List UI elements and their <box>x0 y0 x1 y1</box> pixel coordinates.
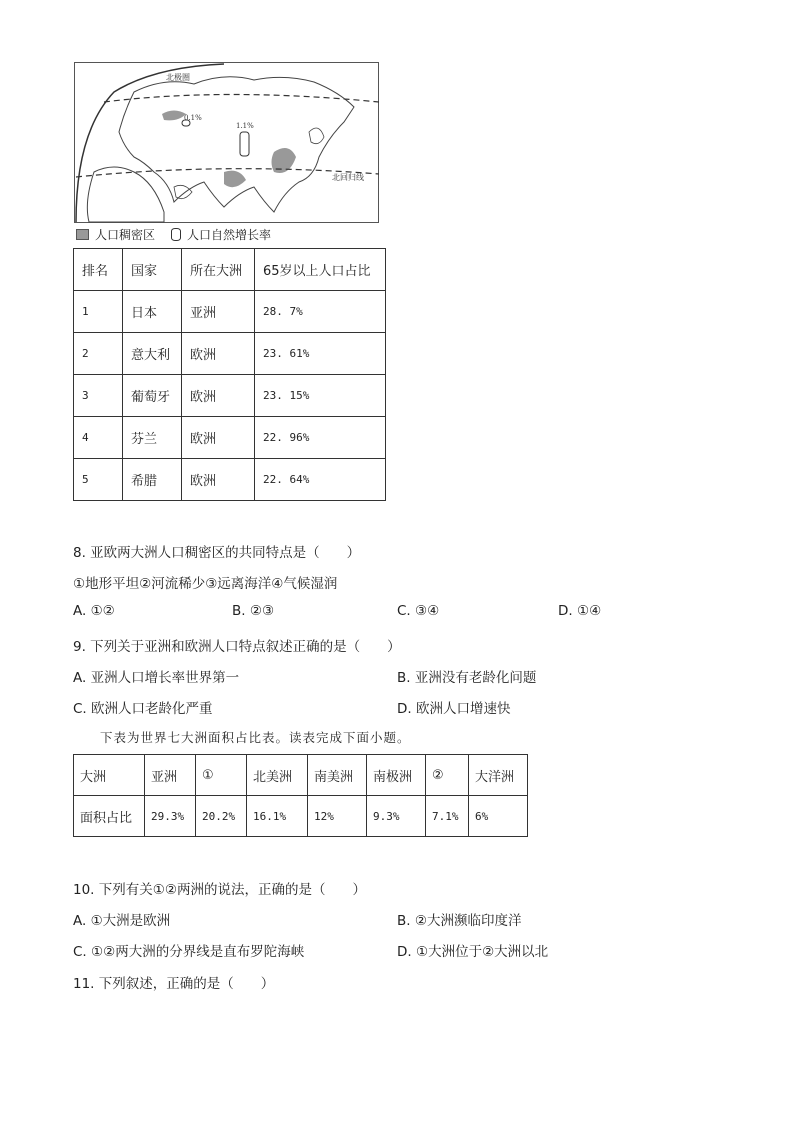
table-cell: 4 <box>74 417 123 459</box>
map-legend <box>76 226 271 243</box>
table-cell: 23. 61% <box>255 333 386 375</box>
question-8-statements: ①地形平坦②河流稀少③远离海洋④气候湿润 <box>73 576 338 592</box>
question-10-option-c[interactable]: C. ①②两大洲的分界线是直布罗陀海峡 <box>73 944 305 960</box>
table-cell: 日本 <box>123 291 182 333</box>
question-9-option-a[interactable]: A. 亚洲人口增长率世界第一 <box>73 670 240 686</box>
table-header-cell: 南美洲 <box>308 755 367 796</box>
table-cell: 葡萄牙 <box>123 375 182 417</box>
question-8-option-a[interactable]: A. ①② <box>73 603 115 619</box>
table-row <box>74 291 386 333</box>
table-cell: 希腊 <box>123 459 182 501</box>
table-cell: 20.2% <box>196 796 247 837</box>
table-row <box>74 796 528 837</box>
table-row <box>74 375 386 417</box>
question-8-option-c[interactable]: C. ③④ <box>397 603 440 619</box>
table-header-cell: 大洲 <box>74 755 145 796</box>
table-cell: 欧洲 <box>182 459 255 501</box>
table-cell: 芬兰 <box>123 417 182 459</box>
table-header-row <box>74 249 386 291</box>
table-header-row <box>74 755 528 796</box>
question-10-option-d[interactable]: D. ①大洲位于②大洲以北 <box>397 944 549 960</box>
question-10-option-a[interactable]: A. ①大洲是欧洲 <box>73 913 171 929</box>
question-8-option-b[interactable]: B. ②③ <box>232 603 275 619</box>
table-cell: 5 <box>74 459 123 501</box>
question-9-option-b[interactable]: B. 亚洲没有老龄化问题 <box>397 670 537 686</box>
asia-europe-population-map <box>74 62 379 244</box>
table-header-cell: 大洋洲 <box>469 755 528 796</box>
tropic-label: 北回归线 <box>332 173 364 182</box>
table-cell: 6% <box>469 796 528 837</box>
table-cell: 欧洲 <box>182 417 255 459</box>
table-row <box>74 459 386 501</box>
question-9-option-c[interactable]: C. 欧洲人口老龄化严重 <box>73 701 213 717</box>
europe-rate-label: 0.1% <box>184 114 202 122</box>
legend-growth-label: 人口自然增长率 <box>187 228 272 242</box>
table-cell: 29.3% <box>145 796 196 837</box>
dense-area-swatch <box>76 229 89 240</box>
table-header-cell: 65岁以上人口占比 <box>255 249 386 291</box>
table-row <box>74 333 386 375</box>
question-9-option-d[interactable]: D. 欧洲人口增速快 <box>397 701 511 717</box>
table-cell: 意大利 <box>123 333 182 375</box>
table-cell: 面积占比 <box>74 796 145 837</box>
table-header-cell: 亚洲 <box>145 755 196 796</box>
growth-cylinder-icon <box>171 228 181 241</box>
table-header-cell: 排名 <box>74 249 123 291</box>
table-cell: 7.1% <box>426 796 469 837</box>
table-header-cell: 南极洲 <box>367 755 426 796</box>
table-header-cell: 北美洲 <box>247 755 308 796</box>
table-cell: 亚洲 <box>182 291 255 333</box>
table-cell: 23. 15% <box>255 375 386 417</box>
table-cell: 2 <box>74 333 123 375</box>
table-cell: 3 <box>74 375 123 417</box>
asia-growth-cylinder <box>240 132 249 156</box>
table-cell: 22. 96% <box>255 417 386 459</box>
table-intro: 下表为世界七大洲面积占比表。读表完成下面小题。 <box>100 730 411 745</box>
legend-dense-label: 人口稠密区 <box>95 228 156 242</box>
table-header-cell: ② <box>426 755 469 796</box>
table-cell: 22. 64% <box>255 459 386 501</box>
table-cell: 12% <box>308 796 367 837</box>
continent-area-table <box>73 754 528 837</box>
table-header-cell: 国家 <box>123 249 182 291</box>
table-cell: 欧洲 <box>182 333 255 375</box>
question-11-stem: 11. 下列叙述，正确的是（ ） <box>73 976 275 992</box>
table-cell: 1 <box>74 291 123 333</box>
question-8-stem: 8. 亚欧两大洲人口稠密区的共同特点是（ ） <box>73 545 361 561</box>
table-cell: 28. 7% <box>255 291 386 333</box>
table-cell: 16.1% <box>247 796 308 837</box>
arctic-circle-label: 北极圈 <box>166 73 190 82</box>
map-frame <box>75 63 379 223</box>
aging-ranking-table <box>73 248 386 501</box>
table-cell: 欧洲 <box>182 375 255 417</box>
asia-rate-label: 1.1% <box>236 122 254 130</box>
question-9-stem: 9. 下列关于亚洲和欧洲人口特点叙述正确的是（ ） <box>73 639 401 655</box>
question-8-option-d[interactable]: D. ①④ <box>558 603 602 619</box>
question-10-stem: 10. 下列有关①②两洲的说法，正确的是（ ） <box>73 882 366 898</box>
table-header-cell: 所在大洲 <box>182 249 255 291</box>
table-cell: 9.3% <box>367 796 426 837</box>
question-10-option-b[interactable]: B. ②大洲濒临印度洋 <box>397 913 522 929</box>
table-row <box>74 417 386 459</box>
table-header-cell: ① <box>196 755 247 796</box>
